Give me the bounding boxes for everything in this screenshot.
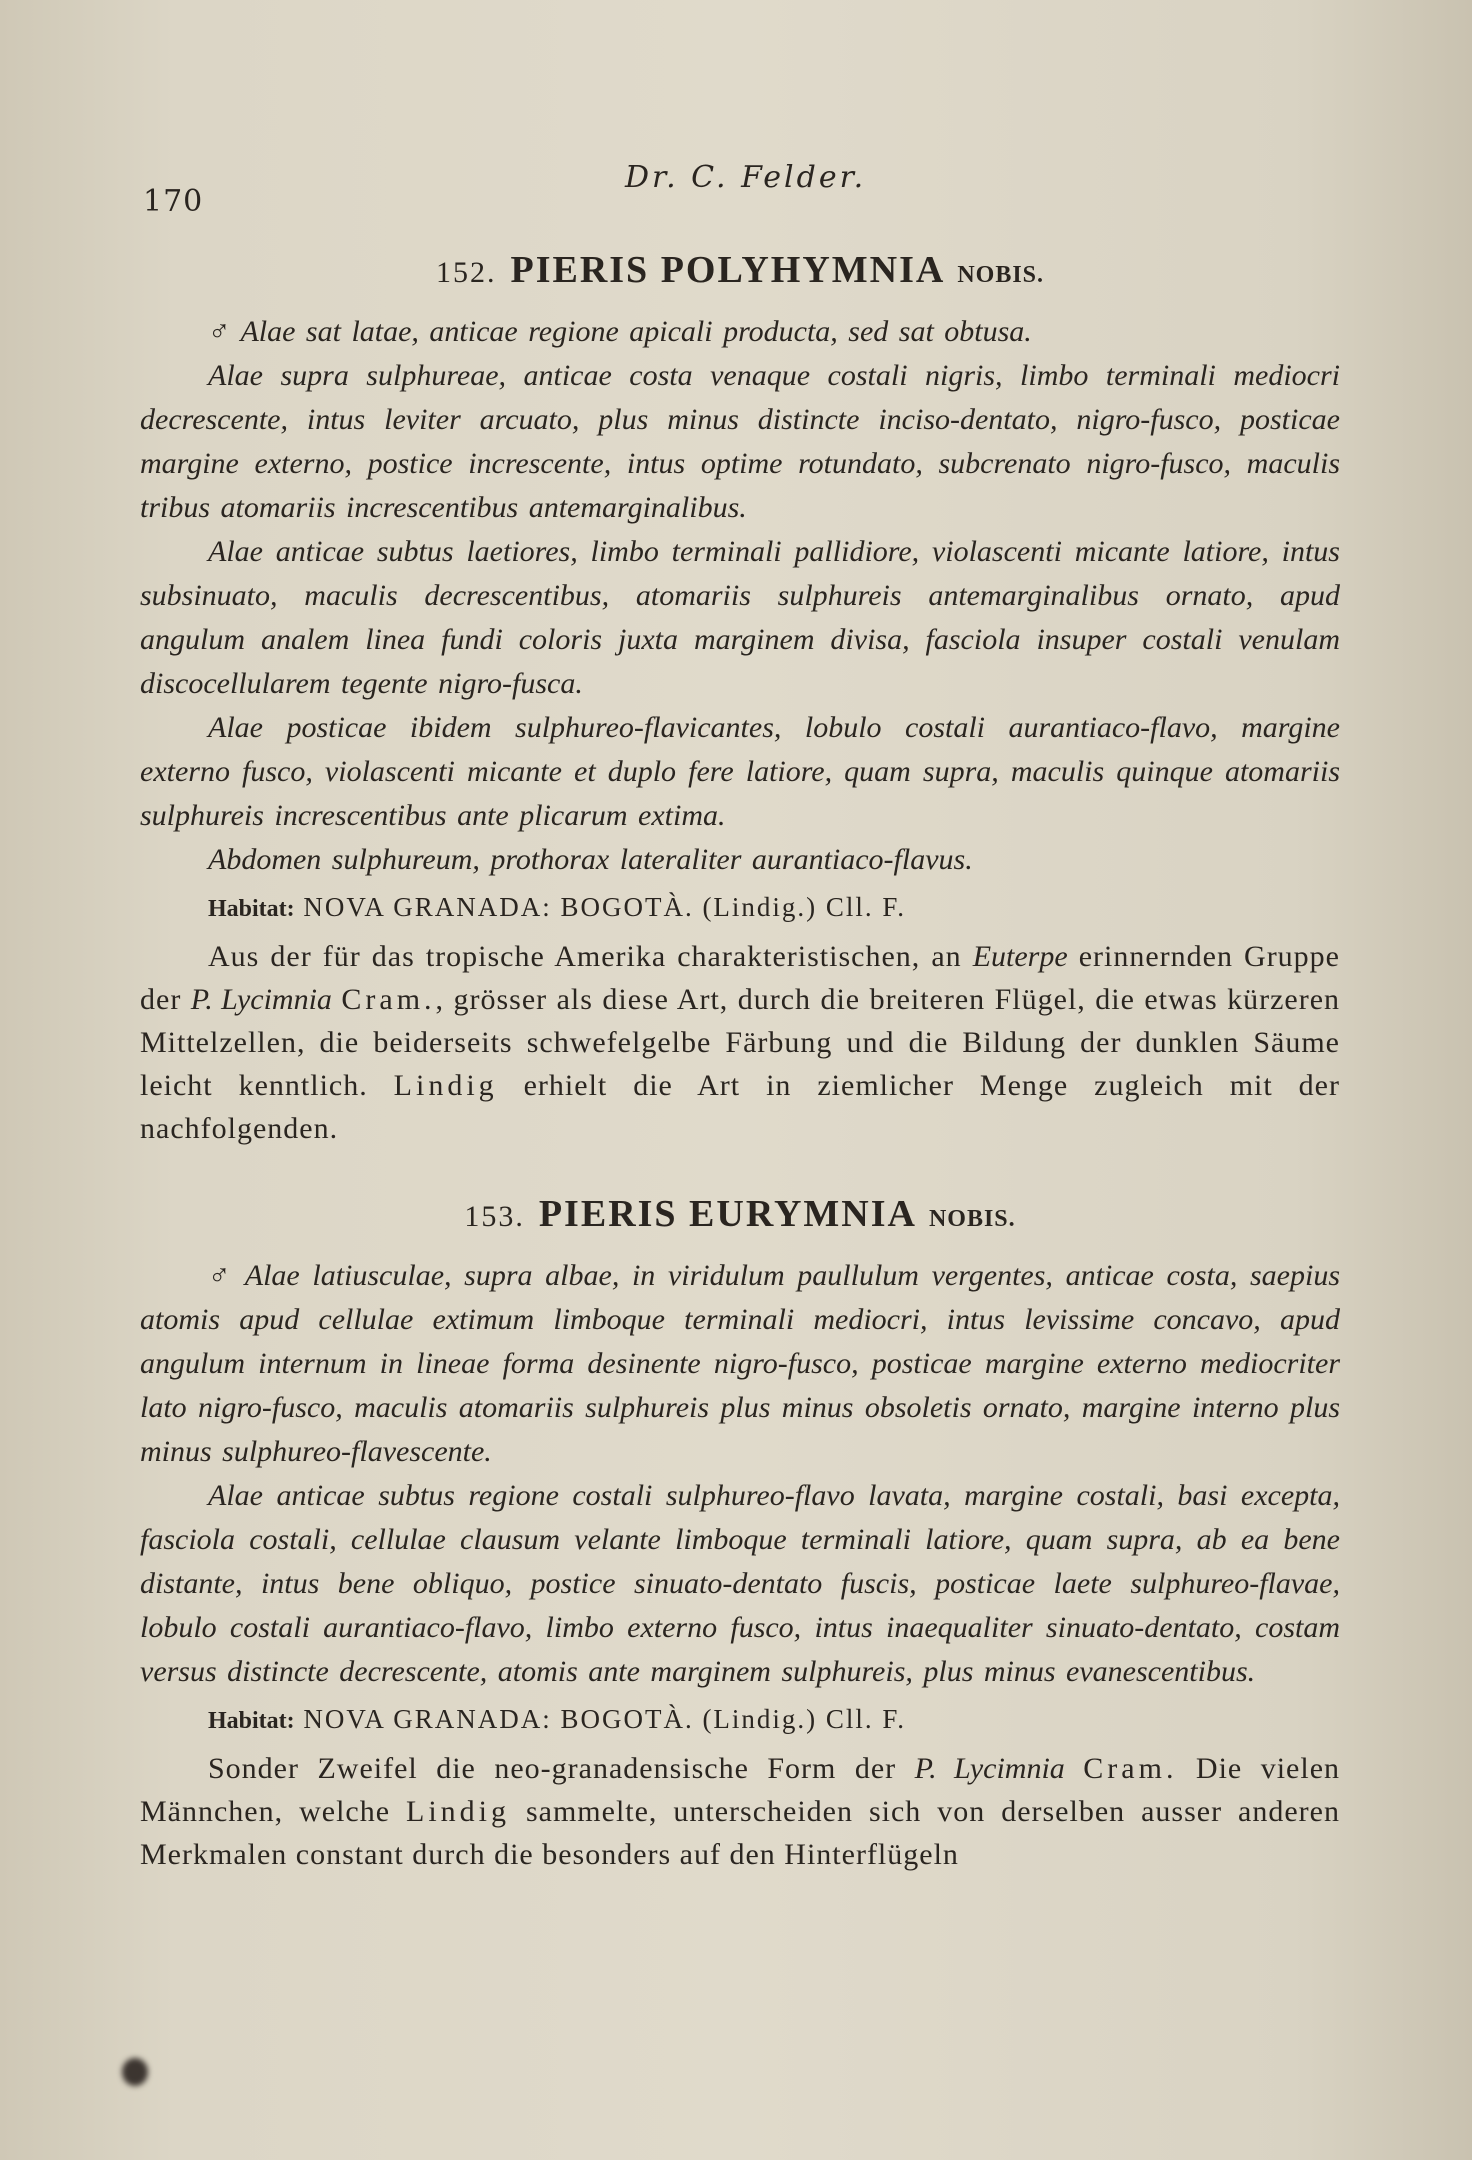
- commentary-text: erhielt die Art in ziemlicher Menge zugleich mit der nachfolgenden.: [140, 1069, 1340, 1145]
- running-title: Dr. C. Felder.: [625, 160, 867, 195]
- species-authority: NOBIS.: [957, 262, 1045, 288]
- collector-name: Lindig: [406, 1795, 510, 1828]
- species-reference: P. Lycimnia: [190, 983, 332, 1016]
- species-name: PIERIS EURYMNIA: [538, 1193, 917, 1235]
- habitat-line: [208, 892, 1340, 923]
- commentary-text: Die vielen Männchen, welche: [140, 1752, 1341, 1828]
- habitat-label: Habitat:: [208, 896, 295, 922]
- habitat-text: NOVA GRANADA: BOGOTÀ. (Lindig.) Cll. F.: [303, 892, 907, 922]
- author-name: Cram.: [341, 983, 436, 1016]
- latin-description: Abdomen sulphureum, prothorax lateraliter aurantiaco-flavus.: [208, 843, 973, 876]
- species-number: 153.: [464, 1200, 525, 1233]
- author-name: Cram.: [1083, 1752, 1178, 1785]
- page-number: 170: [143, 184, 204, 219]
- latin-description: Alae posticae ibidem sulphureo-flavicantes, lobulo costali aurantiaco-flavo, margine externo fusco, violascenti micante et duplo fere latiore, quam supra, maculis quinque atomariis sulphureis increscentibus ante plicarum extima.: [140, 711, 1340, 832]
- species-entry-153: [140, 1192, 1340, 1876]
- habitat-text: NOVA GRANADA: BOGOTÀ. (Lindig.) Cll. F.: [303, 1704, 907, 1734]
- habitat-line: [208, 1704, 1340, 1735]
- species-name: PIERIS POLYHYMNIA: [510, 249, 946, 291]
- latin-description: Alae supra sulphureae, anticae costa venaque costali nigris, limbo terminali mediocri decrescente, intus leviter arcuato, plus minus distincte inciso-dentato, nigro-fusco, posticae margine externo, postice increscente, intus optime rotundato, subcrenato nigro-fusco, maculis tribus atomariis increscentibus antemarginalibus.: [140, 359, 1340, 524]
- collector-name: Lindig: [393, 1069, 498, 1102]
- commentary-text: , grösser als diese Art, durch die breiteren Flügel, die etwas kürzeren Mittelzellen, die beiderseits schwefelgelbe Färbung und die Bildung der dunklen Säume leicht kenntlich.: [140, 983, 1341, 1102]
- latin-description: ♂ Alae latiusculae, supra albae, in viridulum paullulum vergentes, anticae costa, saepius atomis apud cellulae extimum limboque terminali mediocri, intus levissime concavo, apud angulum internum in lineae forma desinente nigro-fusco, posticae margine externo mediocriter lato nigro-fusco, maculis atomariis sulphureis plus minus obsoletis ornato, margine interno plus minus sulphureo-flavescente.: [140, 1259, 1340, 1468]
- species-heading: [140, 248, 1340, 292]
- habitat-label: Habitat:: [208, 1708, 295, 1734]
- commentary-text: sammelte, unterscheiden sich von derselben ausser anderen Merkmalen constant durch die besonders auf den Hinterflügeln: [140, 1795, 1340, 1871]
- species-authority: NOBIS.: [928, 1206, 1016, 1232]
- species-reference: P. Lycimnia: [914, 1752, 1065, 1785]
- latin-description: Alae anticae subtus regione costali sulphureo-flavo lavata, margine costali, basi excepta, fasciola costali, cellulae clausum velante limboque terminali latiore, quam supra, ab ea bene distante, intus bene obliquo, postice sinuato-dentato fuscis, posticae laete sulphureo-flavae, lobulo costali aurantiaco-flavo, limbo externo fusco, intus inaequaliter sinuato-dentato, costam versus distincte decrescente, atomis ante marginem sulphureis, plus minus evanescentibus.: [140, 1479, 1340, 1688]
- commentary-text: [1065, 1752, 1083, 1785]
- species-number: 152.: [435, 256, 497, 289]
- genus-reference: Euterpe: [972, 940, 1068, 973]
- commentary-text: Sonder Zweifel die neo-granadensische Form der: [208, 1752, 915, 1785]
- page-header: [135, 160, 1335, 220]
- commentary-text: Aus der für das tropische Amerika charakteristischen, an: [208, 940, 973, 973]
- page-content: [140, 248, 1340, 1876]
- german-commentary: [140, 935, 1340, 1150]
- commentary-text: [332, 983, 341, 1016]
- commentary-text: erinnernden Gruppe der: [140, 940, 1340, 1016]
- ink-spot: [122, 2058, 148, 2086]
- german-commentary: [140, 1747, 1340, 1876]
- latin-description: Alae anticae subtus laetiores, limbo terminali pallidiore, violascenti micante latiore, intus subsinuato, maculis decrescentibus, atomariis sulphureis antemarginalibus ornato, apud angulum analem linea fundi coloris juxta marginem divisa, fasciola insuper costali venulam discocellularem tegente nigro-fusca.: [140, 535, 1340, 700]
- latin-description: ♂ Alae sat latae, anticae regione apicali producta, sed sat obtusa.: [208, 315, 1032, 348]
- species-entry-152: [140, 248, 1340, 1150]
- species-heading: [140, 1192, 1340, 1236]
